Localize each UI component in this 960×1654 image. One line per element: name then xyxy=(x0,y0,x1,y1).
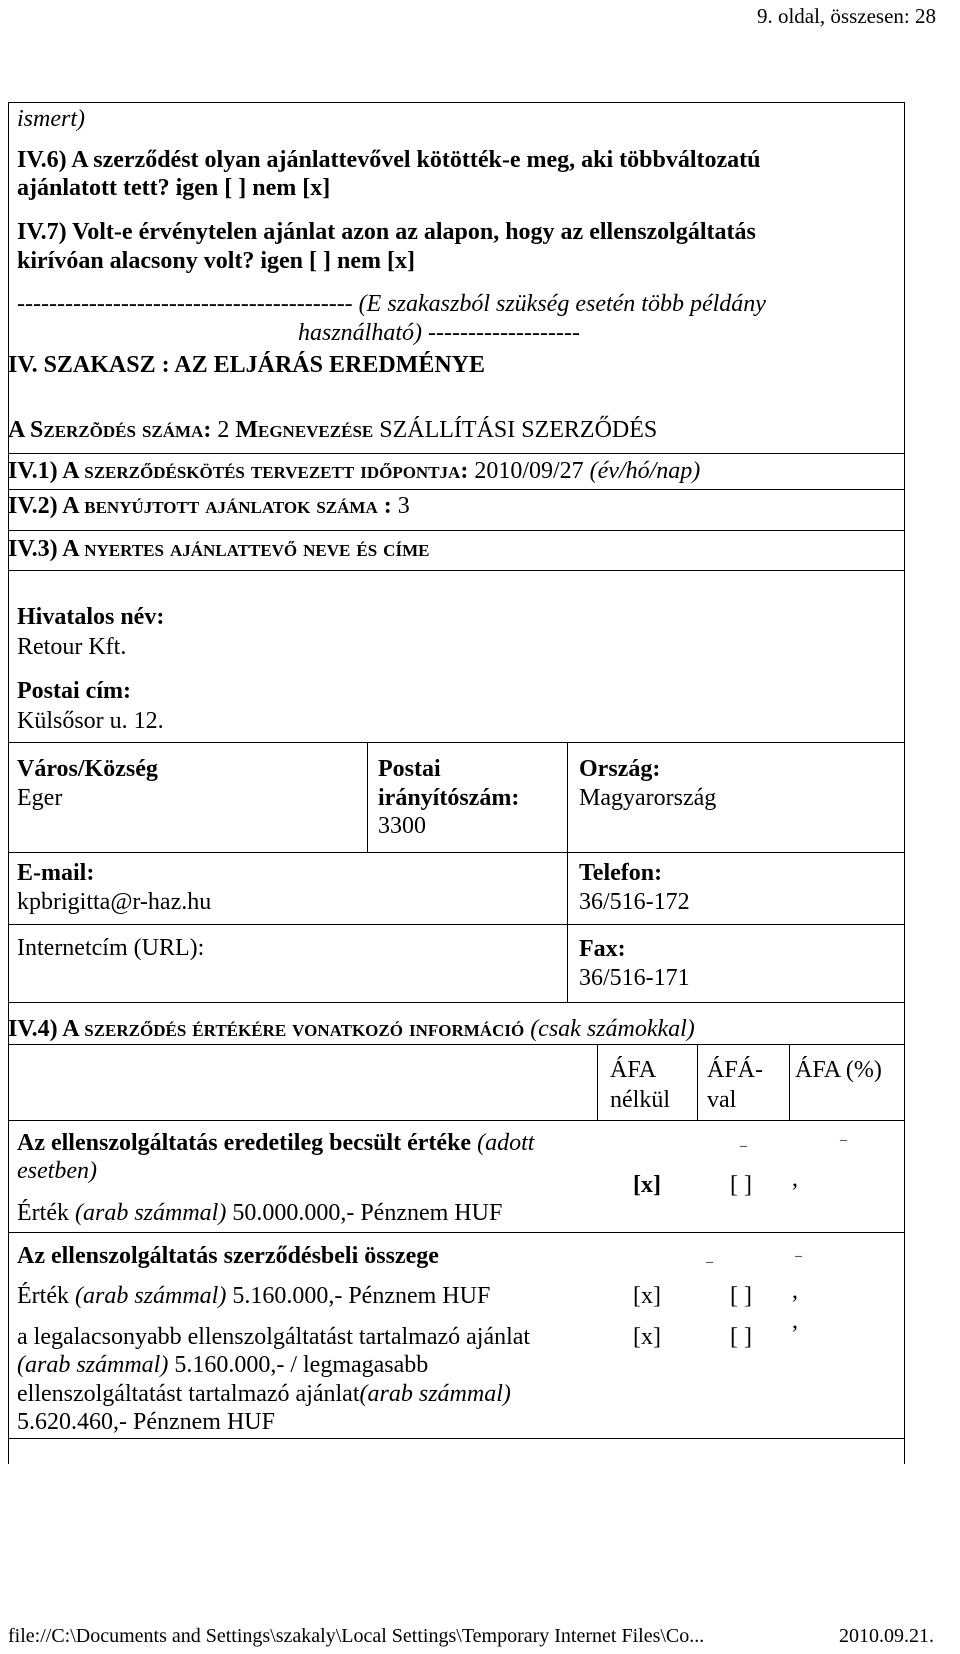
question-iv7-line2: kirívóan alacsony volt? igen [ ] nem [x] xyxy=(17,248,415,274)
estimated-dash: _ xyxy=(840,1128,847,1143)
value-table-divider xyxy=(597,1044,598,1120)
value-table-top xyxy=(8,1044,905,1045)
estimated-comma: , xyxy=(792,1166,798,1192)
col-with-vat-line2: val xyxy=(707,1087,737,1113)
zip-code: 3300 xyxy=(378,813,426,839)
range-comma: , xyxy=(792,1308,798,1334)
fax: 36/516-171 xyxy=(579,965,690,991)
estimated-value-label: Az ellenszolgáltatás eredetileg becsült értéke xyxy=(17,1130,472,1156)
table-top-border xyxy=(8,102,905,103)
value-table-row xyxy=(8,1120,905,1121)
iv2-label: IV.2) A benyújtott ajánlatok száma : xyxy=(8,493,392,519)
iv3-label: IV.3) A nyertes ajánlattevő neve és címe xyxy=(8,536,430,562)
value-table-divider xyxy=(697,1044,698,1120)
zip-label-line2: irányítószám: xyxy=(378,785,520,811)
range-line3 xyxy=(17,1381,511,1409)
row-divider xyxy=(8,530,905,531)
contract-value-amount: 5.160.000,- Pénznem HUF xyxy=(232,1283,491,1309)
contract-number: 2 xyxy=(217,417,230,443)
iv2-row xyxy=(8,493,410,521)
iv4-title: IV.4) A szerződés értékére vonatkozó információ xyxy=(8,1016,525,1042)
official-name-label: Hivatalos név: xyxy=(17,604,165,630)
contract-dash: _ xyxy=(706,1250,713,1265)
value-table-row xyxy=(8,1232,905,1233)
contract-name: SZÁLLÍTÁSI SZERZŐDÉS xyxy=(379,417,658,443)
section-title: IV. SZAKASZ : AZ ELJÁRÁS EREDMÉNYE xyxy=(8,352,485,378)
row-divider xyxy=(8,453,905,454)
question-iv6-line1: IV.6) A szerződést olyan ajánlattevővel kötötték-e meg, aki többváltozatú xyxy=(17,147,761,173)
range-with-vat-check: [ ] xyxy=(730,1324,752,1350)
col-with-vat-line1: ÁFÁ- xyxy=(707,1057,764,1083)
contract-value-word: Érték xyxy=(17,1283,69,1309)
footer-date: 2010.09.21. xyxy=(839,1625,934,1647)
country: Magyarország xyxy=(579,785,717,811)
table-right-border xyxy=(904,102,905,1464)
winner-box-bottom xyxy=(8,1002,905,1003)
contract-value-arabic-note: (arab számmal) xyxy=(74,1283,227,1309)
postal-address-label: Postai cím: xyxy=(17,678,131,704)
estimated-value-amount: 50.000.000,- Pénznem HUF xyxy=(232,1200,503,1226)
iv1-label: IV.1) A szerződéskötés tervezett időpontja: xyxy=(8,458,469,484)
range-line3-text: ellenszolgáltatást tartalmazó ajánlat xyxy=(17,1381,360,1407)
range-without-vat-check: [x] xyxy=(633,1324,661,1350)
contract-comma: , xyxy=(792,1278,798,1304)
postal-address: Külsősor u. 12. xyxy=(17,708,164,734)
estimated-value-arabic-note: (arab számmal) xyxy=(74,1200,227,1226)
estimated-without-vat-check: [x] xyxy=(633,1172,661,1198)
iv4-title-note: (csak számokkal) xyxy=(530,1016,695,1042)
estimated-with-vat-check: [ ] xyxy=(730,1172,752,1198)
address-grid-divider xyxy=(567,742,568,1002)
contract-value-label: Az ellenszolgáltatás szerződésbeli összege xyxy=(17,1243,439,1269)
estimated-value-row xyxy=(17,1200,502,1228)
winner-box-top xyxy=(8,570,905,571)
email-label: E-mail: xyxy=(17,860,95,886)
col-without-vat-line2: nélkül xyxy=(610,1087,670,1113)
contract-without-vat-check: [x] xyxy=(633,1283,661,1309)
range-line2 xyxy=(17,1352,428,1380)
col-without-vat-line1: ÁFA xyxy=(610,1057,657,1083)
question-iv6-line2: ajánlatott tett? igen [ ] nem [x] xyxy=(17,175,331,201)
phone: 36/516-172 xyxy=(579,889,690,915)
estimated-value-word: Érték xyxy=(17,1200,69,1226)
iv2-value: 3 xyxy=(397,493,410,519)
iv4-row xyxy=(8,1016,695,1044)
page-number: 9. oldal, összesen: 28 xyxy=(756,4,936,28)
contract-name-label: Megnevezése xyxy=(235,417,374,443)
fax-label: Fax: xyxy=(579,936,626,962)
footer-path: file://C:\Documents and Settings\szakaly\Local Settings\Temporary Internet Files\Co... xyxy=(8,1625,705,1647)
row-divider xyxy=(8,489,905,490)
address-grid-divider xyxy=(367,742,368,852)
email: kpbrigitta@r-haz.hu xyxy=(17,889,212,915)
col-vat-percent: ÁFA (%) xyxy=(795,1057,882,1083)
country-label: Ország: xyxy=(579,756,661,782)
value-table-divider xyxy=(789,1044,790,1120)
url-label: Internetcím (URL): xyxy=(17,935,205,961)
zip-label-line1: Postai xyxy=(378,756,441,782)
row-divider xyxy=(904,453,905,489)
range-line3-note: (arab számmal) xyxy=(359,1381,511,1407)
address-grid-row xyxy=(8,852,905,853)
contract-value-row xyxy=(17,1283,490,1311)
range-line2-text: 5.160.000,- / legmagasabb xyxy=(174,1352,429,1378)
range-line4: 5.620.460,- Pénznem HUF xyxy=(17,1409,275,1435)
iv1-date: 2010/09/27 xyxy=(474,458,584,484)
address-grid-top xyxy=(8,742,905,743)
range-line1: a legalacsonyabb ellenszolgáltatást tartalmazó ajánlat xyxy=(17,1324,531,1350)
continuation-text: ismert) xyxy=(17,106,85,132)
estimated-dash: _ xyxy=(740,1134,747,1149)
separator-note-line2: használható) ------------------- xyxy=(298,320,580,346)
estimated-value-note-cont: esetben) xyxy=(17,1158,97,1184)
estimated-value-heading xyxy=(17,1130,534,1158)
address-grid-row xyxy=(8,924,905,925)
question-iv7-line1: IV.7) Volt-e érvénytelen ajánlat azon az alapon, hogy az ellenszolgáltatás xyxy=(17,219,756,245)
table-left-border xyxy=(8,102,9,1464)
table-bottom-border xyxy=(8,1438,905,1439)
contract-number-label: A Szerzõdés száma: xyxy=(8,417,212,443)
city-label: Város/Község xyxy=(17,756,158,782)
iv1-row xyxy=(8,458,700,486)
iv1-format: (év/hó/nap) xyxy=(589,458,701,484)
contract-with-vat-check: [ ] xyxy=(730,1283,752,1309)
contract-number-row xyxy=(8,417,657,445)
separator-note-line1: ------------------------------------------ (E szakaszból szükség esetén több példány xyxy=(17,291,766,317)
official-name: Retour Kft. xyxy=(17,634,127,660)
estimated-value-note: (adott xyxy=(477,1130,535,1156)
phone-label: Telefon: xyxy=(579,860,663,886)
city: Eger xyxy=(17,785,63,811)
range-line2-note: (arab számmal) xyxy=(17,1352,169,1378)
contract-dash: _ xyxy=(795,1244,802,1259)
